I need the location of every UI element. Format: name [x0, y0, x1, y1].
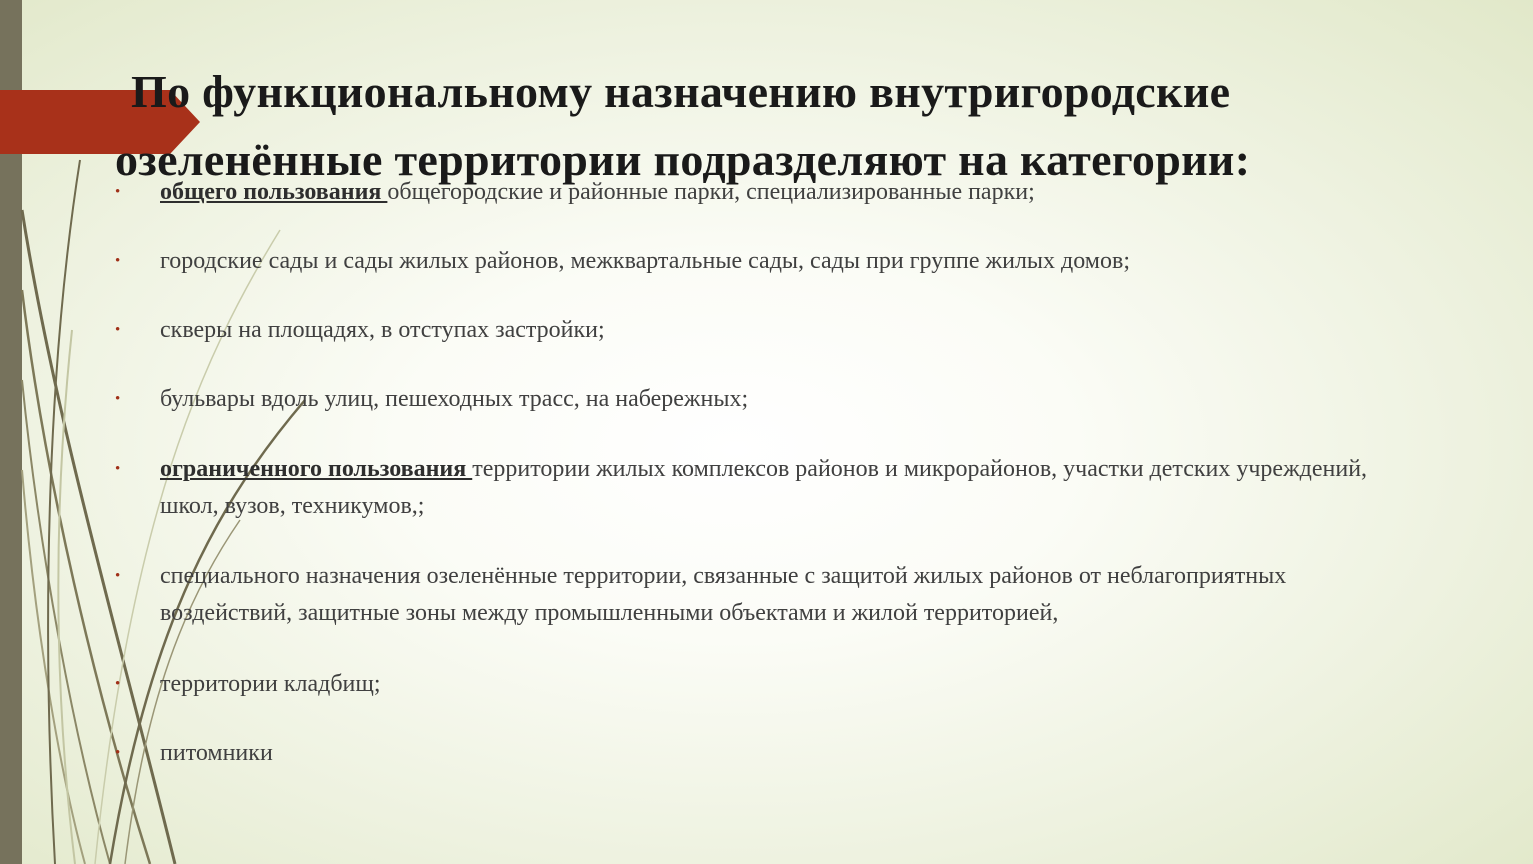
- category-description: общегородские и районные парки, специализированные парки;: [387, 179, 1035, 205]
- bullet-item-public: [115, 174, 1420, 211]
- category-description: скверы на площадях, в отступах застройки;: [160, 317, 605, 343]
- bullet-item-squares: [115, 312, 1420, 349]
- bullet-item-boulevards: [115, 381, 1420, 418]
- bullet-marker: •: [115, 322, 121, 338]
- category-term: ограниченного пользования: [160, 456, 473, 482]
- bullet-item-restricted: [115, 451, 1420, 525]
- category-description: бульвары вдоль улиц, пешеходных трасс, на набережных;: [160, 386, 749, 412]
- category-term: общего пользования: [160, 179, 388, 205]
- bullet-item-gardens: [115, 243, 1420, 280]
- bullet-item-cemeteries: [115, 666, 1420, 703]
- category-description: питомники: [160, 740, 273, 766]
- bullet-item-nurseries: [115, 735, 1420, 772]
- category-description: территории кладбищ;: [160, 671, 381, 697]
- bullet-marker: •: [115, 745, 121, 761]
- bullet-marker: •: [115, 461, 121, 477]
- bullet-marker: •: [115, 253, 121, 269]
- category-description: территории жилых комплексов районов и микрорайонов, участки детских учреждений, школ, вузов, техникумов,;: [160, 456, 1368, 519]
- bullet-item-special: [115, 558, 1420, 632]
- category-description: городские сады и сады жилых районов, межквартальные сады, сады при группе жилых домов;: [160, 248, 1130, 274]
- category-description: специального назначения озеленённые территории, связанные с защитой жилых районов от неблагоприятных воздействий, защитные зоны между промышленными объектами и жилой территорией,: [160, 563, 1287, 626]
- bullet-marker: •: [115, 676, 121, 692]
- title-line-1: По функциональному назначению внутригородские: [131, 66, 1231, 117]
- bullet-marker: •: [115, 568, 121, 584]
- bullet-marker: •: [115, 184, 121, 200]
- title-line-2: озеленённые территории подразделяют на категории:: [115, 134, 1251, 185]
- bullet-marker: •: [115, 391, 121, 407]
